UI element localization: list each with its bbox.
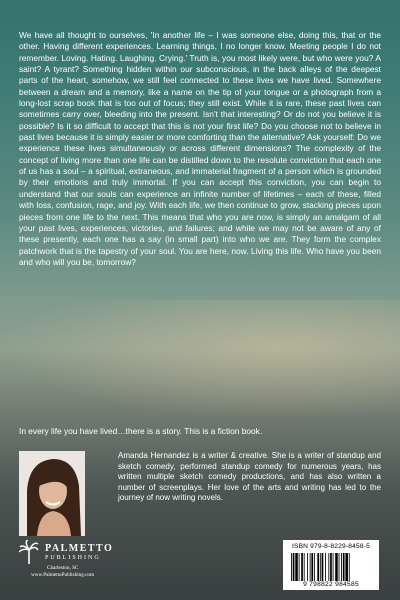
- author-portrait-icon: [19, 451, 85, 536]
- publisher-name: PALMETTO: [45, 542, 114, 554]
- isbn-barcode-box: [283, 540, 379, 590]
- barcode-digits: 9 798822 984585: [303, 581, 359, 588]
- back-cover-blurb: We have all thought to ourselves, 'In another life – I was someone else, doing this, that or the other. Having different experiences. Learning things, I no longer know. Meeting people I do not remember. Loving. Hating. Laughing. Crying.' Truth is, you most likely were, but who were you? A saint? A tyrant? Something hidden within our subconscious, in the back alleys of the deepest parts of the heart, somehow, we still feel connected to these lives we have lived. Somewhere between a dream and a memory, like a name on the tip of your tongue or a photograph from a long-lost scrap book that is too out of focus; they still exist. While it is rare, these past lives can sometimes carry over, bleeding into the present. Isn't that interesting? Or do not you believe it is possible? Is it so difficult to accept that this is not your first life? Do you choose not to believe in past lives because it is simply easier or more comforting than the alternative? Ask yourself: Do we experience these lives simultaneously or across different dimensions? The complexity of the concept of living more than one life can be distilled down to the resolute conviction that each one of us has a soul – a spiritual, extraneous, and immaterial fragment of a person which is grounded by their emotions and truly immortal. If you can accept this conviction, you can begin to understand that our souls can experience an infinite number of lifetimes – each of these, filled with loss, confusion, rage, and joy. With each life, we then continue to grow, stacking pieces upon pieces from one life to the next. This means that who you are now, is simply an amalgam of all your past lives, experiences, victories, and failures; and while we may not be aware of any of these presently, each one has a say (in small part) into who we are. They form the complex patchwork that is the tapestry of your soul. You are here, now. Living this life. Who have you been and who will you be, tomorrow?: [19, 30, 381, 267]
- isbn-label: ISBN 979-8-8229-8458-5: [291, 543, 371, 550]
- tagline: In every life you have lived…there is a story. This is a fiction book.: [19, 426, 263, 436]
- publisher-sub: PUBLISHING: [45, 554, 101, 561]
- publisher-city: Charleston, SC: [47, 565, 79, 571]
- author-bio: Amanda Hernandez is a writer & creative. She is a writer of standup and sketch comedy, performed standup comedy for numerous years, has written multiple sketch comedy productions, and has also written a number of screenplays. Her love of the arts and writing has led to the journey of now writing novels.: [118, 451, 381, 503]
- palmetto-tree-icon: [19, 540, 39, 564]
- background-horizon-glow: [0, 300, 400, 420]
- barcode-icon: [289, 553, 373, 581]
- publisher-block: [19, 540, 169, 579]
- author-photo: [19, 451, 85, 536]
- publisher-url: www.PalmettoPublishing.com: [31, 572, 95, 578]
